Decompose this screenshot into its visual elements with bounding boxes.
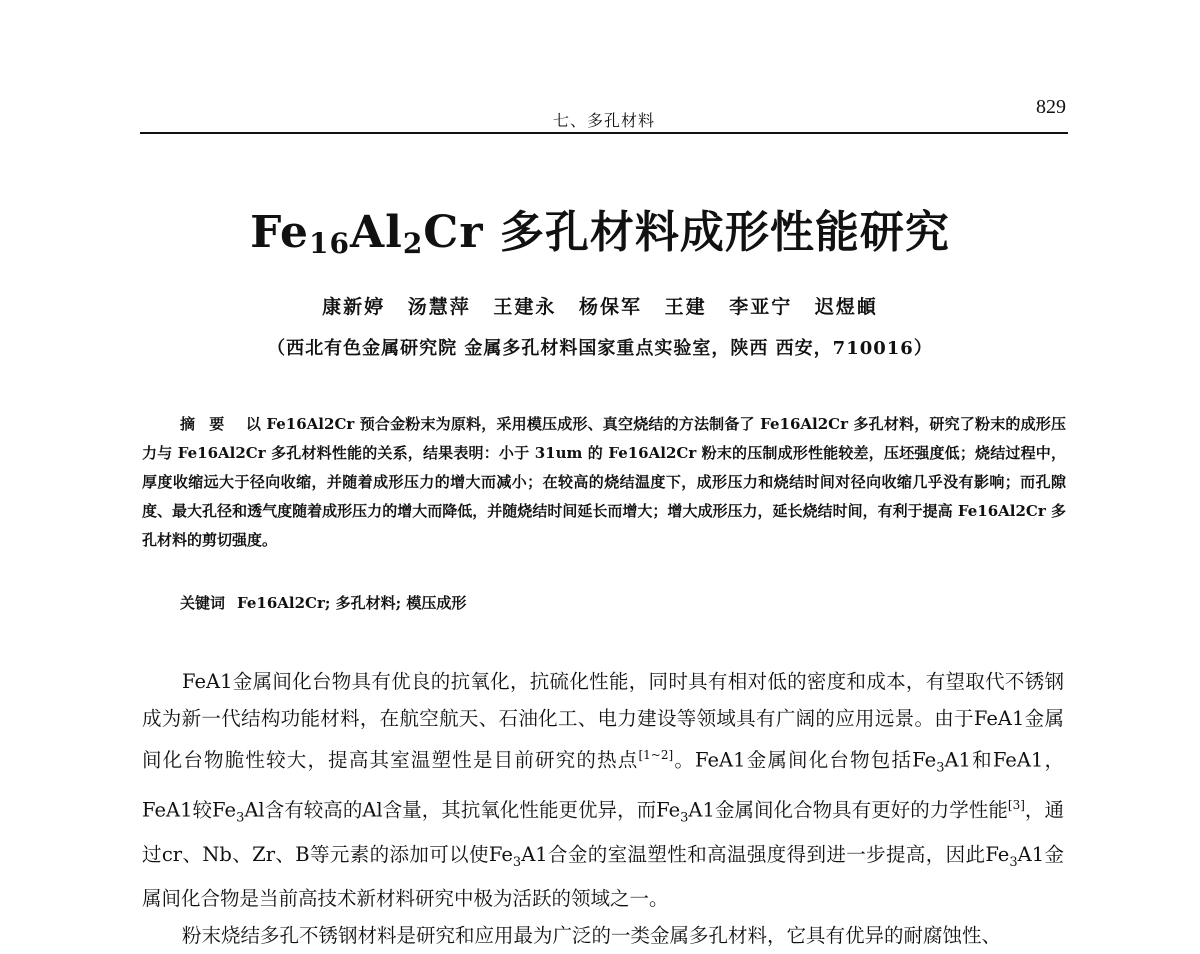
subscript: 3 (680, 810, 689, 826)
page-number: 829 (1036, 96, 1066, 118)
citation: [3] (1007, 797, 1025, 812)
text-run: 。FeA1金属间化台物包括Fe (673, 748, 937, 772)
subscript: 3 (936, 760, 945, 776)
abstract-text: 以 Fe16Al2Cr 预合金粉末为原料，采用模压成形、真空烧结的方法制备了 Fe16Al2Cr 多孔材料，研究了粉末的成形压力与 Fe16Al2Cr 多孔材料性能的关系，结果表明：小于 31um 的 Fe16Al2Cr 粉末的压制成形性能较差，压坯强度低；烧结过程中，厚度收缩远大于径向收缩，并随着成形压力的增大而减小；在较高的烧结温度下，成形压力和烧结时间对径向收缩几乎没有影响；而孔隙度、最大孔径和透气度随着成形压力的增大而降低，并随烧结时间延长而增大；增大成形压力，延长烧结时间，有利于提高 Fe16Al2Cr 多孔材料的剪切强度。 (142, 415, 1066, 549)
text-run: Al含有较高的Al含量，其抗氧化性能更优异，而Fe (244, 798, 681, 822)
section-title: 七、多孔材料 (552, 111, 655, 130)
keywords-label: 关键词 (180, 594, 226, 612)
subscript: 3 (512, 854, 522, 870)
abstract (142, 410, 1066, 555)
text-run: A1合金的室温塑性和高温强度得到进一步提高，因此Fe (521, 842, 1010, 866)
abstract-label: 摘要 (180, 415, 239, 433)
title-part: Fe (250, 207, 309, 258)
running-header (140, 96, 1068, 134)
text-run: A1和FeA1，FeA1较Fe (142, 748, 1065, 822)
citation: [1~2] (638, 748, 674, 762)
paper-title (0, 196, 1200, 260)
body-text (142, 664, 1064, 954)
title-part: Al (349, 207, 403, 258)
author-list: 康新婷 汤慧萍 王建永 杨保军 王建 李亚宁 迟煜頔 (322, 296, 878, 318)
text-run: FeA1金属间化台物具有优良的抗氧化，抗硫化性能，同时具有相对低的密度和成本，有望取代不锈钢成为新一代结构功能材料，在航空航天、石油化工、电力建设等领域具有广阔的应用远景。由于FeA1金属间化台物脆性较大，提高其室温塑性是目前研究的热点 (142, 670, 1064, 772)
subscript: 3 (1009, 854, 1018, 870)
paragraph: 粉末烧结多孔不锈钢材料是研究和应用最为广泛的一类金属多孔材料，它具有优异的耐腐蚀性、 (182, 923, 1002, 947)
text-run: ，通过cr、Nb、Zr、B等元素的添加可以使Fe (142, 798, 1064, 866)
keywords-text: Fe16Al2Cr; 多孔材料; 模压成形 (237, 594, 467, 612)
text-run: A1金属间化合物是当前高技术新材料研究中极为活跃的领域之一。 (142, 842, 1064, 911)
title-subscript: 2 (402, 227, 424, 260)
subscript: 3 (236, 810, 245, 826)
keywords (180, 592, 466, 613)
title-subscript: 16 (308, 227, 350, 260)
text-run: A1金属间化合物具有更好的力学性能 (688, 798, 1008, 822)
paragraph (142, 664, 1064, 918)
title-part: Cr 多孔材料成形性能研究 (423, 207, 950, 258)
affiliation: （西北有色金属研究院 金属多孔材料国家重点实验室，陕西 西安，710016） (267, 338, 933, 359)
